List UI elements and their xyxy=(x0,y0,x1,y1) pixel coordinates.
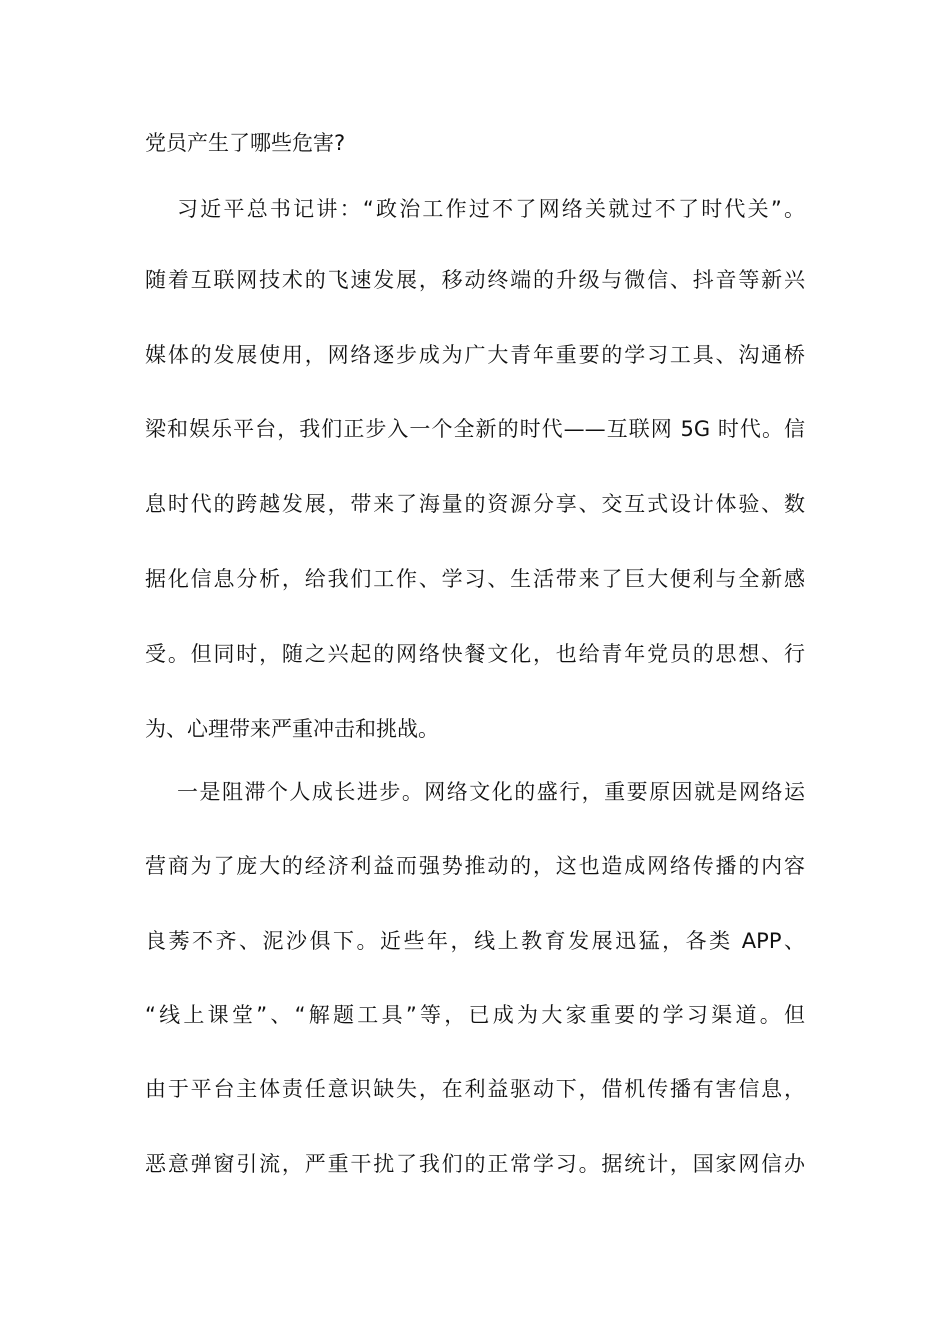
paragraph-line: 媒体的发展使用，网络逐步成为广大青年重要的学习工具、沟通桥 xyxy=(145,343,805,367)
paragraph-line: 由于平台主体责任意识缺失，在利益驱动下，借机传播有害信息， xyxy=(145,1077,805,1101)
paragraph-line: 据化信息分析，给我们工作、学习、生活带来了巨大便利与全新感 xyxy=(145,567,805,591)
paragraph-line: 良莠不齐、泥沙俱下。近些年，线上教育发展迅猛，各类 APP、 xyxy=(145,929,805,953)
paragraph-line: 息时代的跨越发展，带来了海量的资源分享、交互式设计体验、数 xyxy=(145,492,805,516)
paragraph-line: 随着互联网技术的飞速发展，移动终端的升级与微信、抖音等新兴 xyxy=(145,268,805,292)
paragraph-line: 党员产生了哪些危害? xyxy=(145,131,346,155)
paragraph-line: 一是阻滞个人成长进步。网络文化的盛行，重要原因就是网络运 xyxy=(177,780,805,804)
paragraph-line: 恶意弹窗引流，严重干扰了我们的正常学习。据统计，国家网信办 xyxy=(145,1152,805,1176)
paragraph-line: 受。但同时，随之兴起的网络快餐文化，也给青年党员的思想、行 xyxy=(145,642,805,666)
paragraph-line: 为、心理带来严重冲击和挑战。 xyxy=(145,717,439,741)
paragraph-line: 营商为了庞大的经济利益而强势推动的，这也造成网络传播的内容 xyxy=(145,854,805,878)
paragraph-line: 习近平总书记讲：“政治工作过不了网络关就过不了时代关”。 xyxy=(177,197,805,221)
paragraph-line: 梁和娱乐平台，我们正步入一个全新的时代——互联网 5G 时代。信 xyxy=(145,417,805,441)
paragraph-line: “线上课堂”、“解题工具”等，已成为大家重要的学习渠道。但 xyxy=(145,1003,805,1027)
